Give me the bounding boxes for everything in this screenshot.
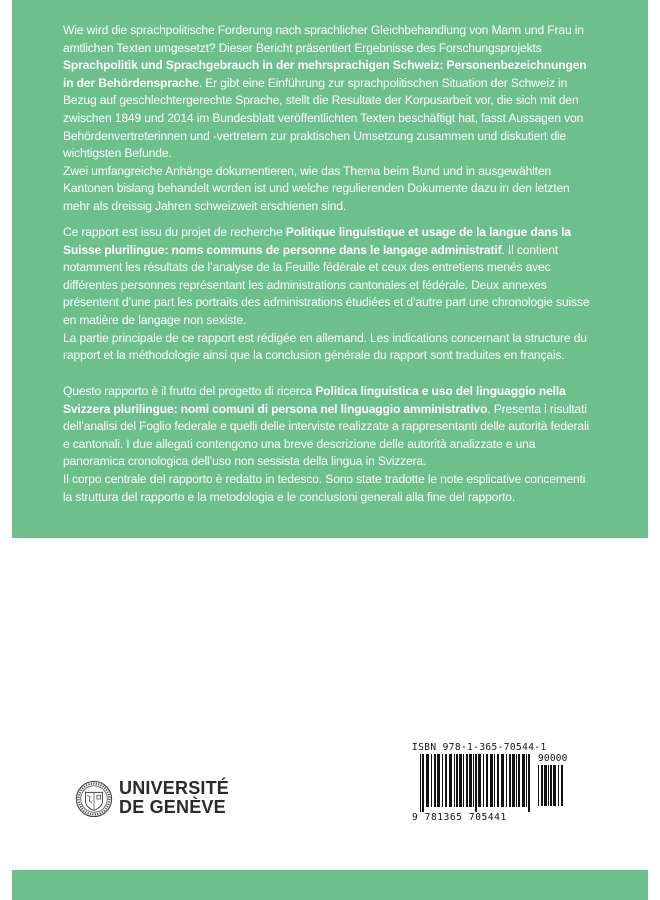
- french-blurb: [63, 224, 593, 365]
- university-name: [119, 779, 229, 817]
- italian-paragraph-2: Il corpo centrale del rapporto è redatto in tedesco. Sono state tradotte le note esplicative concernenti la struttura del rapporto e la metodologia e le conclusioni generali alla fine del rapporto.: [63, 471, 586, 504]
- italian-project-title: Politica linguistica e uso del linguaggio nella Svizzera plurilingue: nomi comuni di persona nel linguaggio amministrativo: [63, 384, 566, 416]
- bottom-color-band: [12, 870, 648, 900]
- isbn-number: ISBN 978-1-365-70544-1: [412, 742, 547, 753]
- isbn-barcode: [406, 742, 566, 824]
- german-paragraph-1: Wie wird die sprachpolitische Forderung nach sprachlicher Gleichbehandlung von Mann und Frau in amtlichen Texten umgesetzt? Dieser Bericht präsentiert Ergebnisse des Forschungsprojekts Sprachpolitik und Sprachgebrauch in der mehrsprachigen Schweiz: Personenbezeichnungen in der Behördensprache. Er gibt eine Einführung zur sprachpolitischen Situation der Schweiz in Bezug auf geschlechtergerechte Sprache, stellt die Resultate der Korpusarbeit vor, die sich mit den zwischen 1849 und 2014 im Bundesblatt veröffentlichten Texten beschäftigt hat, fasst Aussagen von Behördenvertreterinnen und -vertretern zur praktischen Umsetzung zusammen und diskutiert die wichtigsten Befunde.: [63, 23, 587, 161]
- french-paragraph-2: La partie principale de ce rapport est rédigée en allemand. Les indications concernant la structure du rapport et la méthodologie ainsi que la conclusion générale du rapport sont traduites en français.: [63, 330, 587, 363]
- university-logo: [75, 778, 245, 828]
- university-name-line-2: DE GENÈVE: [119, 797, 226, 817]
- price-addon-code: 90000: [538, 753, 568, 764]
- french-paragraph-1: Ce rapport est issu du projet de recherche Politique linguistique et usage de la langue dans la Suisse plurilingue: noms communs de personne dans le langage administratif. Il contient notamment les résultats de l’analyse de la Feuille fédérale et ceux des entretiens menés avec différentes personnes représentant les administrations cantonales et fédérale. Deux annexes présentent d’une part les portraits des administrations étudiées et d’autre part une chronologie suisse en matière de langage non sexiste.: [63, 225, 590, 327]
- addon-barcode-bars: [538, 765, 564, 811]
- french-project-title: Politique linguistique et usage de la langue dans la Suisse plurilingue: noms communs de personne dans le langage administratif: [63, 225, 571, 257]
- ean-barcode-bars: [420, 754, 532, 812]
- german-blurb: [63, 22, 593, 216]
- ean-number: 9 781365 705441: [412, 812, 507, 823]
- german-project-title: Sprachpolitik und Sprachgebrauch in der mehrsprachigen Schweiz: Personenbezeichnungen in der Behördensprache: [63, 58, 587, 90]
- university-name-line-1: UNIVERSITÉ: [119, 778, 230, 798]
- italian-blurb: [63, 383, 593, 506]
- university-seal-icon: [75, 780, 113, 818]
- german-paragraph-2: Zwei umfangreiche Anhänge dokumentieren, wie das Thema beim Bund und in ausgewählten Kantonen bislang behandelt worden ist und welche regulierenden Dokumente dazu in den letzten mehr als dreissig Jahren schweizweit erschienen sind.: [63, 163, 570, 213]
- italian-paragraph-1: Questo rapporto è il frutto del progetto di ricerca Politica linguistica e uso del linguaggio nella Svizzera plurilingue: nomi comuni di persona nel linguaggio amministrativo. Presenta i risultati dell’analisi del Foglio federale e quelli delle interviste realizzate a rappresentanti delle autorità federali e cantonali. I due allegati contengono una breve descrizione delle autorità analizzate e una panoramica cronologica dell’uso non sessista della lingua in Svizzera.: [63, 384, 590, 469]
